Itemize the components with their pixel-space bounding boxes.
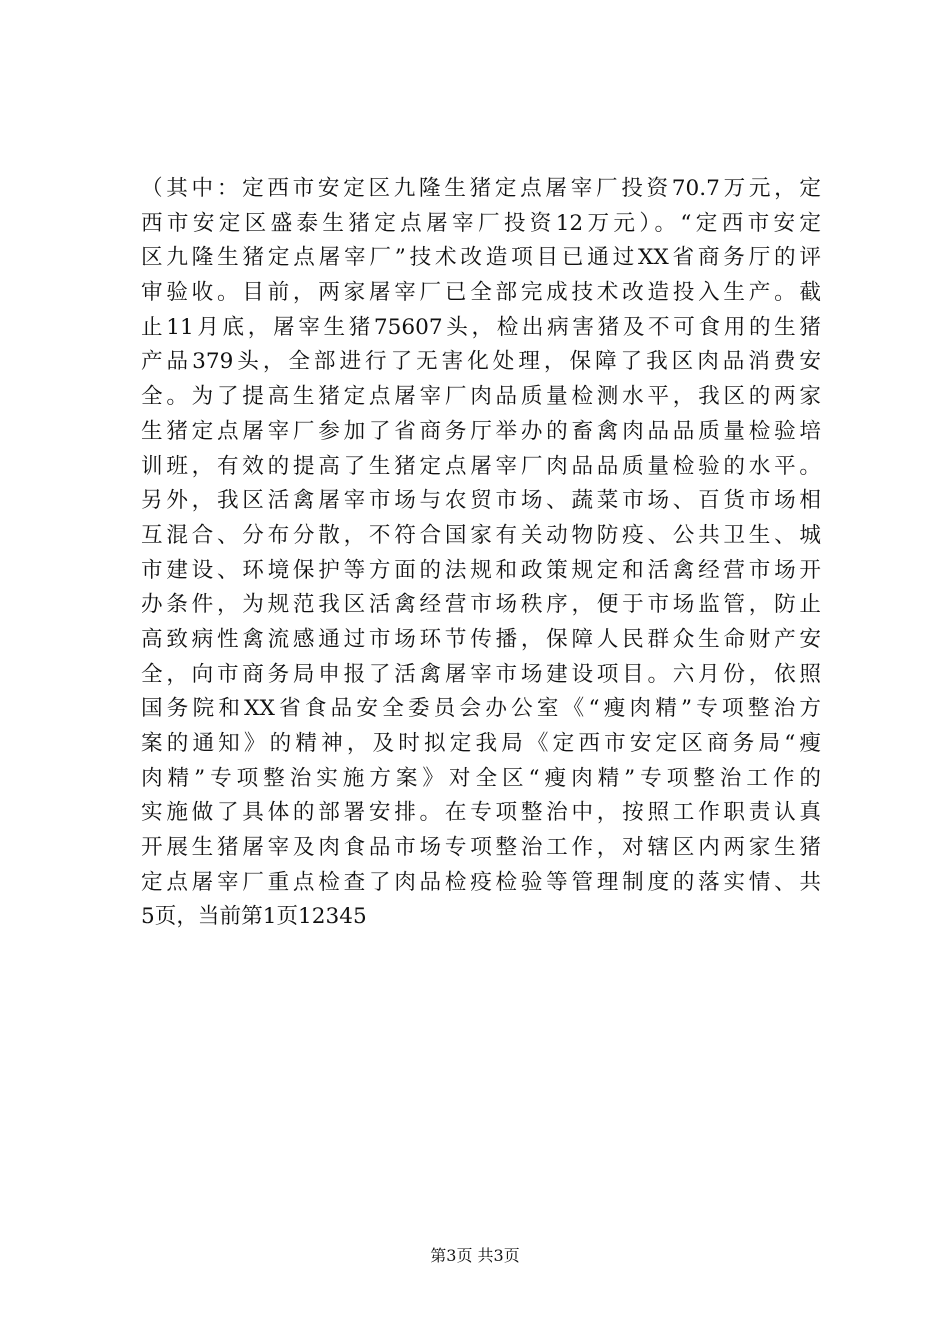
text-line: 肉精”专项整治实施方案》对全区“瘦肉精”专项整治工作的 — [141, 765, 821, 791]
text-line: 训班，有效的提高了生猪定点屠宰厂肉品品质量检验的水平。 — [141, 453, 821, 479]
text-line: 区九隆生猪定点屠宰厂”技术改造项目已通过XX省商务厅的评 — [141, 245, 821, 271]
text-line: 5页，当前第1页12345 — [141, 904, 367, 930]
text-line: 全，向市商务局申报了活禽屠宰市场建设项目。六月份，依照 — [141, 661, 821, 687]
text-line: 止11月底，屠宰生猪75607头，检出病害猪及不可食用的生猪 — [141, 314, 821, 340]
page-footer — [0, 1245, 950, 1267]
text-line: 定点屠宰厂重点检查了肉品检疫检验等管理制度的落实情、共 — [141, 869, 821, 895]
text-line: 全。为了提高生猪定点屠宰厂肉品质量检测水平，我区的两家 — [141, 384, 821, 410]
page-number-label: 第3页 共3页 — [430, 1246, 520, 1265]
text-line: 另外，我区活禽屠宰市场与农贸市场、蔬菜市场、百货市场相 — [141, 488, 821, 514]
text-line: 互混合、分布分散，不符合国家有关动物防疫、公共卫生、城 — [141, 522, 821, 548]
text-line: 高致病性禽流感通过市场环节传播，保障人民群众生命财产安 — [141, 626, 821, 652]
text-line: 产品379头，全部进行了无害化处理，保障了我区肉品消费安 — [141, 349, 821, 375]
text-line: 开展生猪屠宰及肉食品市场专项整治工作，对辖区内两家生猪 — [141, 835, 821, 861]
text-line: 实施做了具体的部署安排。在专项整治中，按照工作职责认真 — [141, 800, 821, 826]
text-line: 办条件，为规范我区活禽经营市场秩序，便于市场监管，防止 — [141, 592, 821, 618]
body-paragraph — [141, 172, 821, 935]
text-line: 生猪定点屠宰厂参加了省商务厅举办的畜禽肉品品质量检验培 — [141, 418, 821, 444]
text-line: 审验收。目前，两家屠宰厂已全部完成技术改造投入生产。截 — [141, 280, 821, 306]
text-line: 市建设、环境保护等方面的法规和政策规定和活禽经营市场开 — [141, 557, 821, 583]
text-line: 西市安定区盛泰生猪定点屠宰厂投资12万元）。“定西市安定 — [141, 210, 821, 236]
text-line: （其中：定西市安定区九隆生猪定点屠宰厂投资70.7万元，定 — [141, 176, 821, 201]
text-line: 国务院和XX省食品安全委员会办公室《“瘦肉精”专项整治方 — [141, 696, 821, 722]
text-line: 案的通知》的精神，及时拟定我局《定西市安定区商务局“瘦 — [141, 731, 821, 756]
